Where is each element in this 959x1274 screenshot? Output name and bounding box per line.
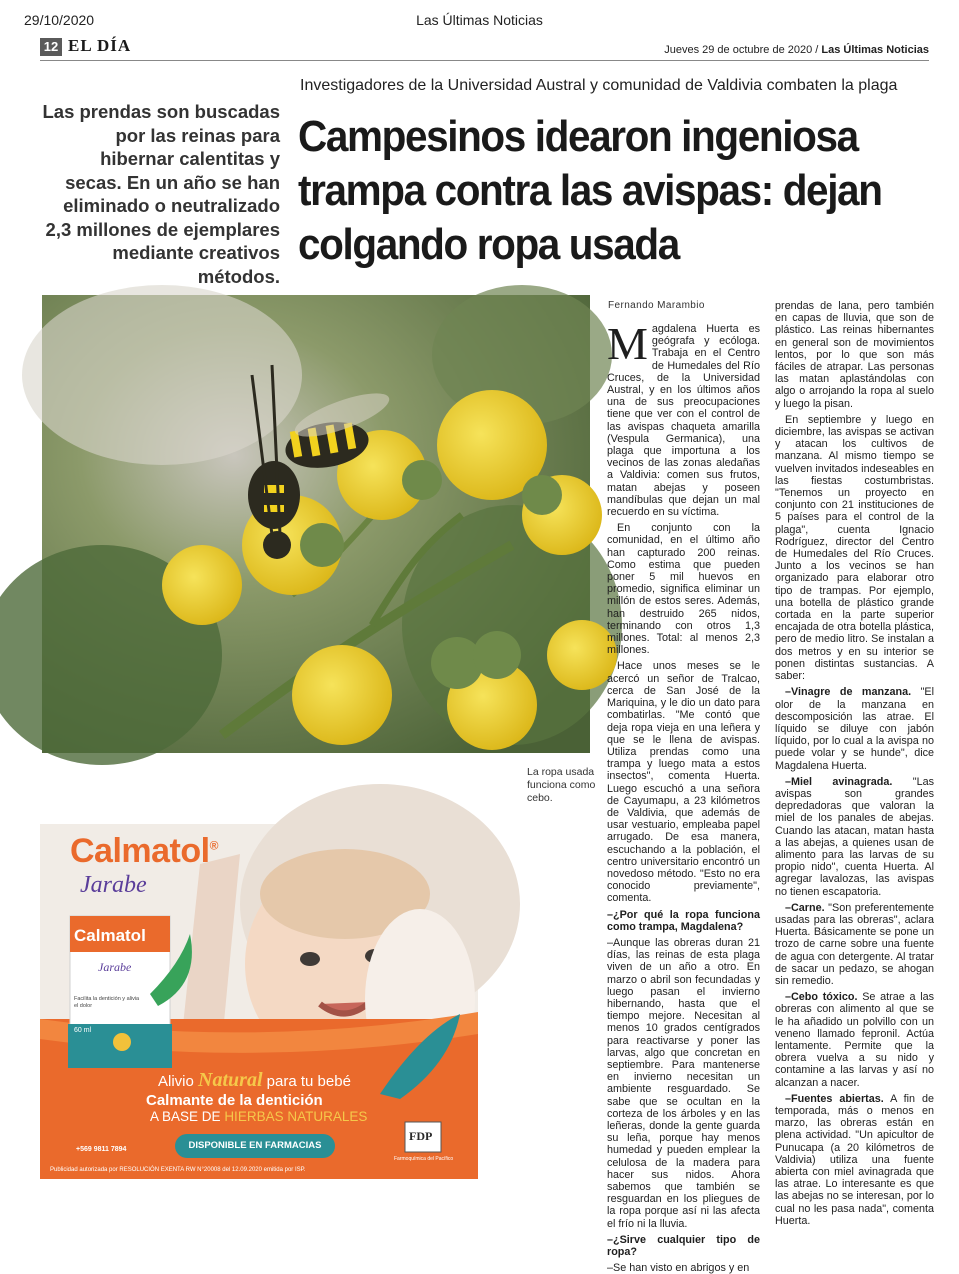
dateline bbox=[664, 44, 929, 56]
headline: Campesinos idearon ingeniosa trampa contra las avispas: dejan colgando ropa usada bbox=[298, 112, 882, 269]
list-item bbox=[775, 902, 934, 987]
paragraph: En septiembre y luego en diciembre, las avispas se activan y atacan los cultivos de manzana. Al mismo tiempo se vuelven invitados indeseables en las fiestas costumbristas. "Tenemos un proyecto en conjunto con 21 instituciones de 5 países para el control de la plaga", cuenta Ignacio Rodríguez, director del Centro de Humedales del Río Cruces. Junto a los vecinos se han organizado para elaborar otro tipo de trampas. Por ejemplo, una botella de plástico grande cortada en la parte superior encajada de otra botella plástica, pero de medio litro. Se instalan a dos metros y en su interior se ponen distintas sustancias. A saber: bbox=[775, 413, 934, 683]
wasp-photo bbox=[42, 295, 590, 753]
list-item-title: –Vinagre de manzana. bbox=[785, 686, 912, 699]
list-item-text: A fin de temporada, más o menos en marzo, las obreras están en plena actividad. "Un apicultor de Punucapa (a 20 kilómetros de Valdivia) utiliza una fuente abierta con miel avinagrada que las atrae. Lo interesante es que las abejas no se interesan, por lo cual no les pasa nada", comenta Huerta. bbox=[775, 1092, 934, 1227]
box-volume: 60 ml bbox=[74, 1027, 92, 1034]
question-text: –¿Sirve cualquier tipo de ropa? bbox=[607, 1233, 760, 1259]
drop-cap: M bbox=[607, 318, 648, 369]
maker-name: Farmoquímica del Pacífico bbox=[394, 1156, 454, 1162]
ad-cta-button[interactable]: DISPONIBLE EN FARMACIAS bbox=[188, 1140, 322, 1151]
paragraph: En conjunto con la comunidad, en el último año han capturado 200 reinas. Como estima que pueden poner 5 mil huevos en promedio, significa eliminar un millón de estos seres. Además, han destruido 265 nidos, terminando con otros 1,3 millones. Total: al menos 2,3 millones. bbox=[607, 522, 760, 657]
list-item-title: –Cebo tóxico. bbox=[785, 991, 858, 1004]
ad-brand-text: Calmatol bbox=[70, 832, 210, 870]
list-item bbox=[775, 991, 934, 1089]
tagline-word-1: Alivio bbox=[158, 1073, 194, 1090]
ad-registered-mark: ® bbox=[209, 838, 218, 853]
newspaper-name: Las Últimas Noticias bbox=[821, 44, 929, 56]
question bbox=[607, 1234, 760, 1258]
list-item bbox=[775, 686, 934, 771]
question-text: –¿Por qué la ropa funciona como trampa, Magdalena? bbox=[607, 908, 760, 933]
list-item-text: Se atrae a las obreras con alimento al que se le ha añadido un polvillo con un veneno llamado fepronil. Actúa lentamente. Permite que la obrera vuelva a su nido y contamine a las larvas y así no alcanzan a nacer. bbox=[775, 991, 935, 1089]
box-brand: Calmatol bbox=[74, 926, 146, 945]
answer: –Se han visto en abrigos y en bbox=[607, 1262, 750, 1274]
issue-date: Jueves 29 de octubre de 2020 / bbox=[664, 44, 819, 56]
photo-caption: La ropa usada funciona como cebo. bbox=[527, 766, 596, 804]
maker-logo: FDP bbox=[409, 1129, 433, 1143]
tagline-natural: Natural bbox=[198, 1069, 263, 1091]
list-item-title: –Fuentes abiertas. bbox=[785, 1092, 884, 1105]
ad-tagline-2: Calmante de la dentición bbox=[146, 1092, 323, 1109]
box-text: Facilita la dentición y alivia el dolor bbox=[74, 996, 140, 1009]
calmatol-advertisement[interactable] bbox=[40, 824, 478, 1179]
list-item-text: "El olor de la manzana en descomposición las atrae. El líquido se diluye con jabón líquido, por lo cual a la avispa no puede volar y se hunde", dice Magdalena Huerta. bbox=[775, 686, 935, 772]
ad-tagline-3 bbox=[150, 1109, 367, 1124]
paragraph bbox=[607, 318, 760, 519]
list-item-text: "Las avispas son grandes depredadoras que valoran la miel de los panales de abejas. Cuando las atacan, matan hasta a las abejas, a quienes usan de alimento para las larvas de su propio nido", cuenta Huerta. Al agregar lavalozas, las avispas no tienen escapatoria. bbox=[775, 775, 935, 898]
box-type: Jarabe bbox=[98, 960, 132, 974]
article-column-1 bbox=[607, 318, 760, 1274]
header-rule bbox=[40, 60, 929, 61]
ad-product-type: Jarabe bbox=[80, 872, 147, 898]
ad-tagline-1 bbox=[158, 1069, 351, 1092]
kicker: Investigadores de la Universidad Austral y comunidad de Valdivia combaten la plaga bbox=[300, 77, 898, 94]
section-name: EL DÍA bbox=[68, 36, 132, 55]
browser-print-title: Las Últimas Noticias bbox=[416, 12, 543, 28]
ad-fine-print: Publicidad autorizada por RESOLUCIÓN EXENTA RW N°20008 del 12.09.2020 emitida por ISP. bbox=[50, 1167, 306, 1173]
page-number: 12 bbox=[40, 38, 62, 56]
article-column-2 bbox=[775, 300, 935, 1227]
wasp-on-flower-illustration bbox=[42, 295, 590, 753]
answer: –Aunque las obreras duran 21 días, las reinas de esta plaga viven de un año a otro. En marzo o abril son fecundadas y luego pasan el invierno hibernando, hasta que el tiempo mejore. Necesitan al menos 10 grados centígrados para reactivarse y poner las larvas, algo que concretan en septiembre. Para mantenerse en invierno necesitan un ambiente resguardado. Se sabe que se ocultan en la corteza de los árboles y en las leñeras, donde la gente guarda su leña, porque hay menos humedad y pueden emplear la celulosa de la madera para hacer sus nidos. Ahora sabemos que también se resguardan en los pliegues de la ropa porque así ni las afecta el frío ni la lluvia. bbox=[607, 936, 760, 1230]
list-item-title: –Miel avinagrada. bbox=[785, 775, 893, 788]
ad-phone: +569 9811 7894 bbox=[76, 1146, 127, 1153]
list-item bbox=[775, 776, 934, 898]
question bbox=[607, 909, 760, 933]
paragraph-text: agdalena Huerta es geógrafa y ecóloga. Trabaja en el Centro de Humedales del Río Cruces, de la Universidad Austral, y en los últimos años una de sus preocupaciones tiene que ver con el control de las avispas chaqueta amarilla (Vespula Germanica), una plaga que importuna a los vecinos de las zonas aledañas a Valdivia: comen sus frutos, matan abejas y poseen mandíbulas que dejan un mal recuerdo en su víctima. bbox=[607, 323, 760, 519]
list-item-text: "Son preferentemente usadas para las obreras", aclara Huerta. Básicamente se pone un trozo de carne sobre una fuente de agua con detergente. Al tratar de sacar un pedazo, se ahogan sin remedio. bbox=[775, 901, 934, 987]
paragraph: Hace unos meses se le acercó un señor de Tralcao, cerca de San José de la Mariquina, y le dio un dato para combatirlas. "Me contó que deja ropa vieja en una leñera y que se le llena de avispas. Utiliza prendas como una trampa y luego mata a estos insectos", comenta Huerta. Luego escuchó a una señora de Cayumapu, a 23 kilómetros de Valdivia, que además de usar vestuario, empleaba papel arrugado. De esa manera, escuchando a la población, el centro universitario encontró un novedoso método. "Esto no era conocido previamente", comenta. bbox=[607, 660, 760, 905]
byline: Fernando Marambio bbox=[608, 300, 705, 311]
lede: Las prendas son buscadas por las reinas para hibernar calentitas y secas. En un año se han eliminado o neutralizado 2,3 millones de ejemplares mediante creativos métodos. bbox=[42, 101, 280, 287]
browser-print-date: 29/10/2020 bbox=[24, 12, 95, 28]
tagline-base: A BASE DE bbox=[150, 1109, 221, 1124]
paragraph: prendas de lana, pero también en capas de lluvia, que son de plástico. Las reinas hibernantes en general son de movimientos lentos, por lo que son más fáciles de atrapar. Las personas las matan aplastándolas con algo o arrojando la ropa al suelo y luego la pisan. bbox=[775, 300, 934, 410]
list-item-title: –Carne. bbox=[785, 901, 825, 914]
tagline-herbs: HIERBAS NATURALES bbox=[224, 1109, 368, 1124]
list-item bbox=[775, 1093, 934, 1227]
tagline-word-3: para tu bebé bbox=[266, 1073, 351, 1090]
ad-brand bbox=[70, 832, 218, 871]
